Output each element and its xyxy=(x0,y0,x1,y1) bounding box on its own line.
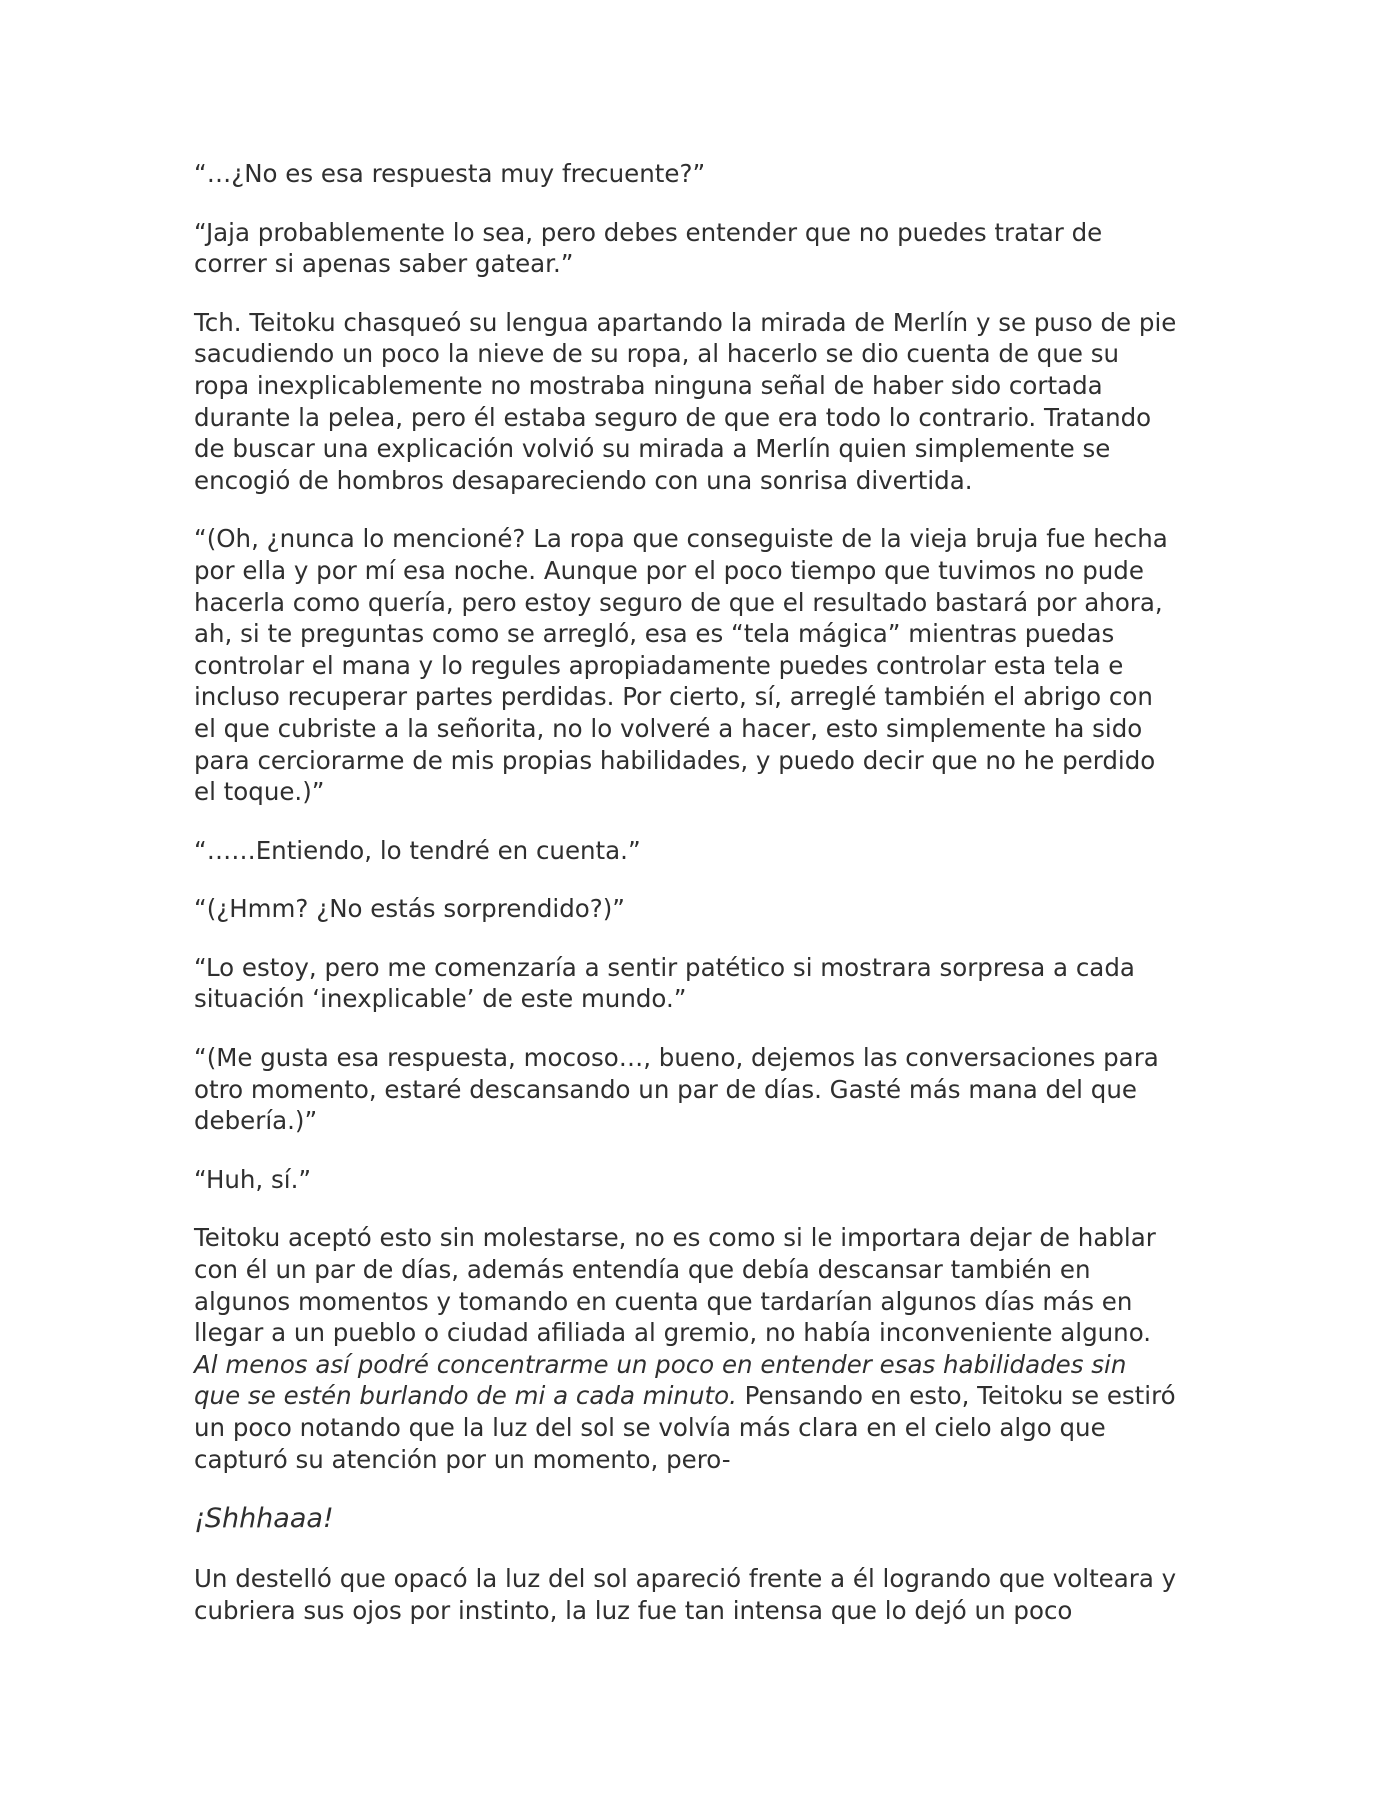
text-line: correr si apenas saber gatear.” xyxy=(194,249,574,279)
paragraph xyxy=(194,217,1214,280)
text-line: cubriera sus ojos por instinto, la luz fue tan intensa que lo dejó un poco xyxy=(194,1595,1073,1625)
text-line: “Jaja probablemente lo sea, pero debes entender que no puedes tratar de xyxy=(194,217,1103,247)
text-line: ropa inexplicablemente no mostraba ninguna señal de haber sido cortada xyxy=(194,370,1103,400)
text-line: “Lo estoy, pero me comenzaría a sentir patético si mostrara sorpresa a cada xyxy=(194,952,1135,982)
text-line: el toque.)” xyxy=(194,777,325,807)
text-fragment: Pensando en esto, Teitoku se estiró xyxy=(736,1381,1176,1411)
text-line: el que cubriste a la señorita, no lo volveré a hacer, esto simplemente ha sido xyxy=(194,713,1143,743)
text-line: “(¿Hmm? ¿No estás sorprendido?)” xyxy=(194,894,625,924)
text-line: otro momento, estaré descansando un par de días. Gasté más mana del que xyxy=(194,1074,1137,1104)
final-paragraph xyxy=(194,1563,1214,1626)
paragraph xyxy=(194,523,1214,807)
text-line: incluso recuperar partes perdidas. Por cierto, sí, arreglé también el abrigo con xyxy=(194,682,1153,712)
dialogue-paragraphs xyxy=(194,158,1214,1195)
text-line: Teitoku aceptó esto sin molestarse, no es como si le importara dejar de hablar xyxy=(194,1223,1156,1253)
text-line: Tch. Teitoku chasqueó su lengua apartando la mirada de Merlín y se puso de pie xyxy=(194,307,1177,337)
narration-paragraph xyxy=(194,1222,1214,1475)
text-line: durante la pelea, pero él estaba seguro de que era todo lo contrario. Tratando xyxy=(194,402,1152,432)
paragraph xyxy=(194,307,1214,497)
sound-effect: ¡Shhhaaa! xyxy=(194,1503,334,1535)
text-line: “Huh, sí.” xyxy=(194,1164,312,1194)
text-line: para cerciorarme de mis propias habilidades, y puedo decir que no he perdido xyxy=(194,745,1156,775)
text-line: “…¿No es esa respuesta muy frecuente?” xyxy=(194,159,706,188)
text-line: controlar el mana y lo regules apropiadamente puedes controlar esta tela e xyxy=(194,650,1124,680)
italic-thought-line: Al menos así podré concentrarme un poco en entender esas habilidades sin xyxy=(194,1349,1127,1379)
text-line: “……Entiendo, lo tendré en cuenta.” xyxy=(194,835,641,865)
text-line: de buscar una explicación volvió su mirada a Merlín quien simplemente se xyxy=(194,434,1111,464)
text-line: por ella y por mí esa noche. Aunque por el poco tiempo que tuvimos no pude xyxy=(194,555,1144,585)
paragraph xyxy=(194,1164,1214,1196)
italic-thought-fragment: que se estén burlando de mi a cada minuto. xyxy=(194,1381,737,1411)
text-line: “(Me gusta esa respuesta, mocoso…, bueno, dejemos las conversaciones para xyxy=(194,1043,1159,1073)
text-line: situación ‘inexplicable’ de este mundo.” xyxy=(194,984,687,1014)
text-line: sacudiendo un poco la nieve de su ropa, al hacerlo se dio cuenta de que su xyxy=(194,339,1119,369)
paragraph xyxy=(194,893,1214,925)
text-line: capturó su atención por un momento, pero- xyxy=(194,1444,731,1474)
text-line-mixed xyxy=(194,1380,1214,1412)
text-line: hacerla como quería, pero estoy seguro de que el resultado bastará por ahora, xyxy=(194,587,1163,617)
text-line: un poco notando que la luz del sol se volvía más clara en el cielo algo que xyxy=(194,1413,1106,1442)
text-line: con él un par de días, además entendía que debía descansar también en xyxy=(194,1255,1091,1285)
paragraph xyxy=(194,1042,1214,1137)
paragraph xyxy=(194,835,1214,867)
text-line: Un destelló que opacó la luz del sol apareció frente a él logrando que volteara y xyxy=(194,1564,1177,1594)
text-line: debería.)” xyxy=(194,1106,318,1136)
text-line: algunos momentos y tomando en cuenta que tardarían algunos días más en xyxy=(194,1286,1133,1316)
text-line: ah, si te preguntas como se arregló, esa es “tela mágica” mientras puedas xyxy=(194,619,1115,649)
text-line: “(Oh, ¿nunca lo mencioné? La ropa que conseguiste de la vieja bruja fue hecha xyxy=(194,524,1168,554)
text-line: llegar a un pueblo o ciudad afiliada al gremio, no había inconveniente alguno. xyxy=(194,1318,1152,1348)
paragraph xyxy=(194,158,1214,190)
text-column xyxy=(194,158,1214,1653)
text-line: encogió de hombros desapareciendo con una sonrisa divertida. xyxy=(194,465,973,495)
paragraph xyxy=(194,952,1214,1015)
